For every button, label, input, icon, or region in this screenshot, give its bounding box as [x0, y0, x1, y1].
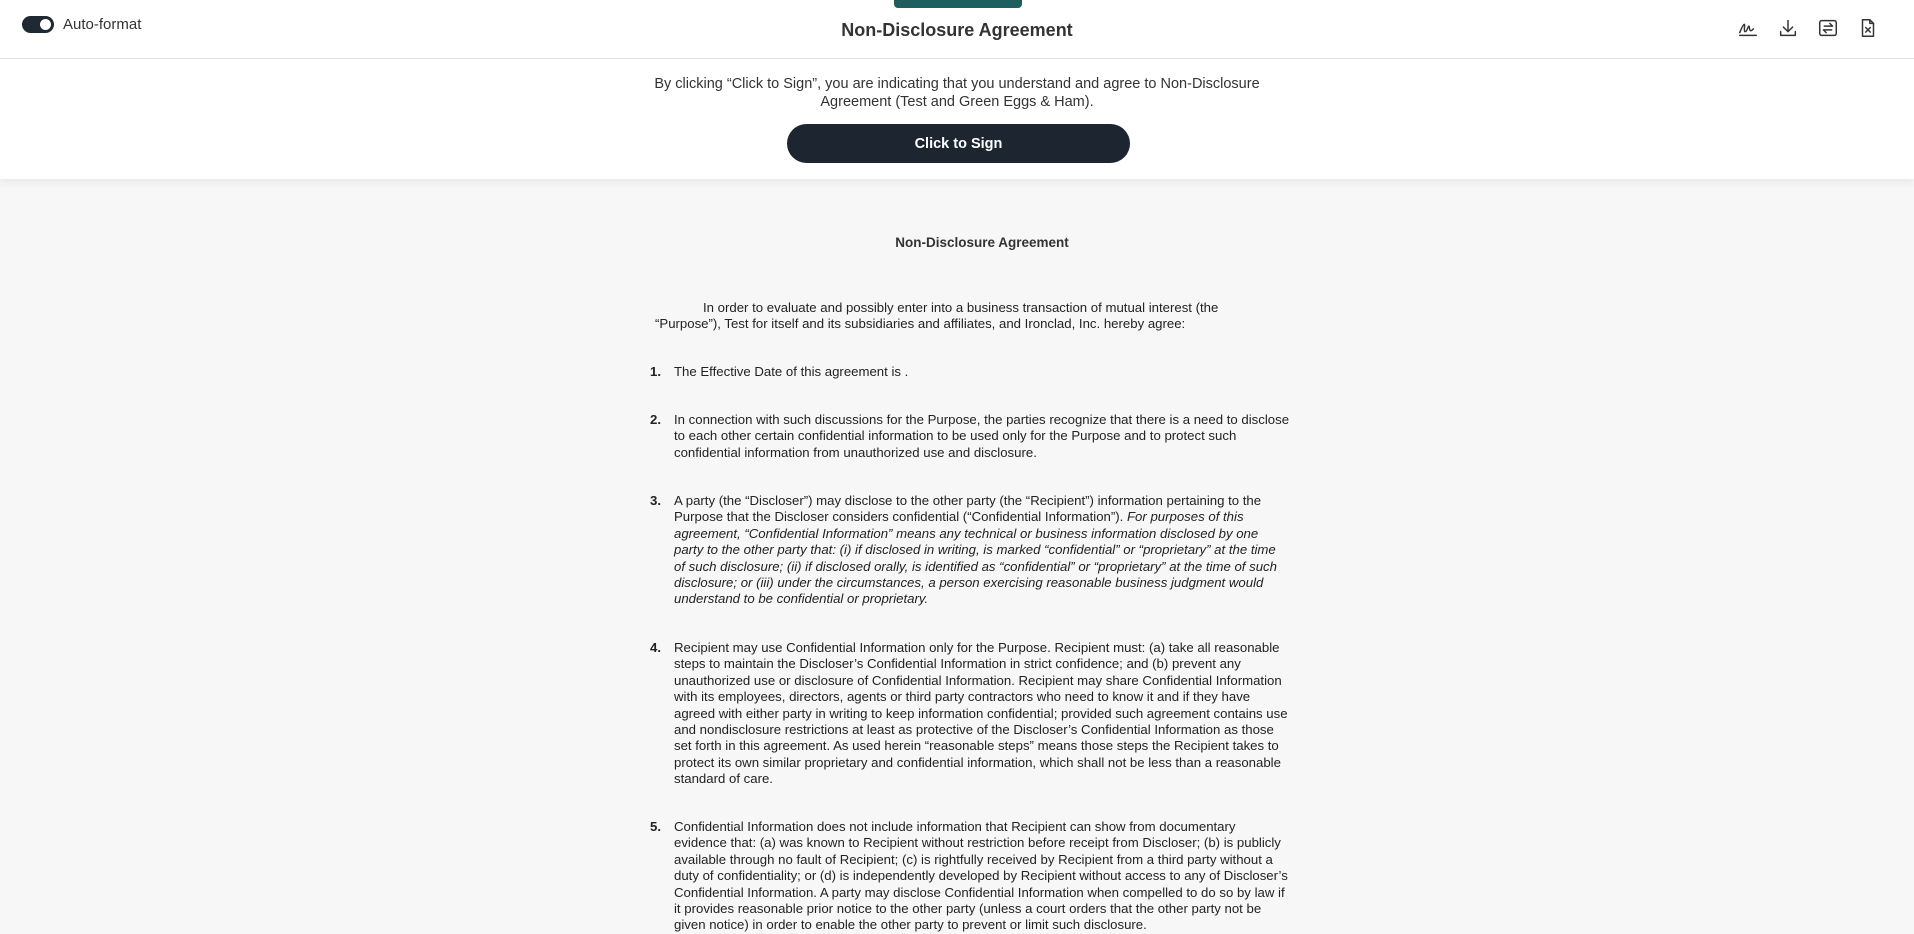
autoformat-label: Auto-format — [63, 16, 142, 33]
clause-text — [674, 493, 1290, 608]
clause-3-italic: For purposes of this agreement, “Confidential Information” means any technical or business information disclosed by one party to the other party that: (i) if disclosed in writing, is marked “confidential” or “proprietary” at the time of such disclosure; (ii) if disclosed orally, is identified as “confidential” or “proprietary” at the time of such disclosure; or (iii) under the circumstances, a person exercising reasonable business judgment would understand to be confidential or proprietary. — [674, 509, 1277, 607]
clause-number: 4. — [650, 640, 661, 655]
clause-4 — [650, 640, 1290, 788]
clause-5 — [650, 819, 1290, 934]
clause-text: Recipient may use Confidential Information only for the Purpose. Recipient must: (a) take all reasonable steps to maintain the Discloser’s Confidential Information in strict confidence; and (b) prevent any unauthorized use or disclosure of Confidential Information. Recipient may share Confidential Information with its employees, directors, agents or third party contractors who need to know it and if they have agreed with either party in writing to keep information confidential; provided such agreement contains use and nondisclosure restrictions at least as protective of the Discloser’s Confidential Information as those set forth in this agreement. As used herein “reasonable steps” means those steps the Recipient takes to protect its own similar proprietary and confidential information, which shall not be less than a reasonable standard of care. — [674, 640, 1288, 787]
clause-3-plain: A party (the “Discloser”) may disclose to the other party (the “Recipient”) information pertaining to the Purpose that the Discloser considers confidential (“Confidential Information”). — [674, 493, 1262, 525]
consent-line-1: By clicking “Click to Sign”, you are indicating that you understand and agree to Non-Disclosure — [654, 76, 1260, 92]
top-bar — [0, 0, 1914, 59]
clause-2 — [650, 412, 1290, 461]
clause-text: Confidential Information does not include information that Recipient can show from documentary evidence that: (a) was known to Recipient without restriction before receipt from Discloser; (b) is publicly available through no fault of Recipient; (c) is rightfully received by Recipient from a third party without a duty of confidentiality; or (d) is independently developed by Recipient without access to any of Discloser’s Confidential Information. A party may disclose Confidential Information when compelled to do so by law if it provides reasonable prior notice to the other party (unless a court orders that the other party not be given notice) in order to enable the other party to prevent or limit such disclosure. — [674, 819, 1288, 933]
clause-number: 3. — [650, 493, 661, 508]
page-title: Non-Disclosure Agreement — [841, 20, 1073, 40]
document-heading: Non-Disclosure Agreement — [895, 235, 1069, 250]
clause-number: 1. — [650, 364, 661, 379]
clause-3 — [650, 493, 1290, 608]
swap-icon[interactable] — [1816, 16, 1840, 40]
toolbar-icons — [1736, 16, 1880, 40]
clause-text: In connection with such discussions for the Purpose, the parties recognize that there is a need to disclose to each other certain confidential information to be used only for the Purpose and to protect such confidential information from unauthorized use and disclosure. — [674, 412, 1290, 460]
clause-1 — [650, 364, 1290, 380]
download-icon[interactable] — [1776, 16, 1800, 40]
tab-accent — [894, 0, 1022, 8]
intro-paragraph: In order to evaluate and possibly enter into a business transaction of mutual interest (the “Purpose”), Test for itself and its subsidiaries and affiliates, and Ironclad, Inc. hereby agree: — [655, 300, 1219, 332]
clause-text: The Effective Date of this agreement is . — [674, 364, 909, 379]
close-document-icon[interactable] — [1856, 16, 1880, 40]
sign-panel — [0, 59, 1914, 179]
signature-icon[interactable] — [1736, 16, 1760, 40]
click-to-sign-button[interactable]: Click to Sign — [787, 124, 1130, 163]
clause-number: 2. — [650, 412, 661, 427]
consent-text — [0, 75, 1914, 111]
consent-line-2: Agreement (Test and Green Eggs & Ham). — [820, 94, 1094, 110]
clause-number: 5. — [650, 819, 661, 834]
